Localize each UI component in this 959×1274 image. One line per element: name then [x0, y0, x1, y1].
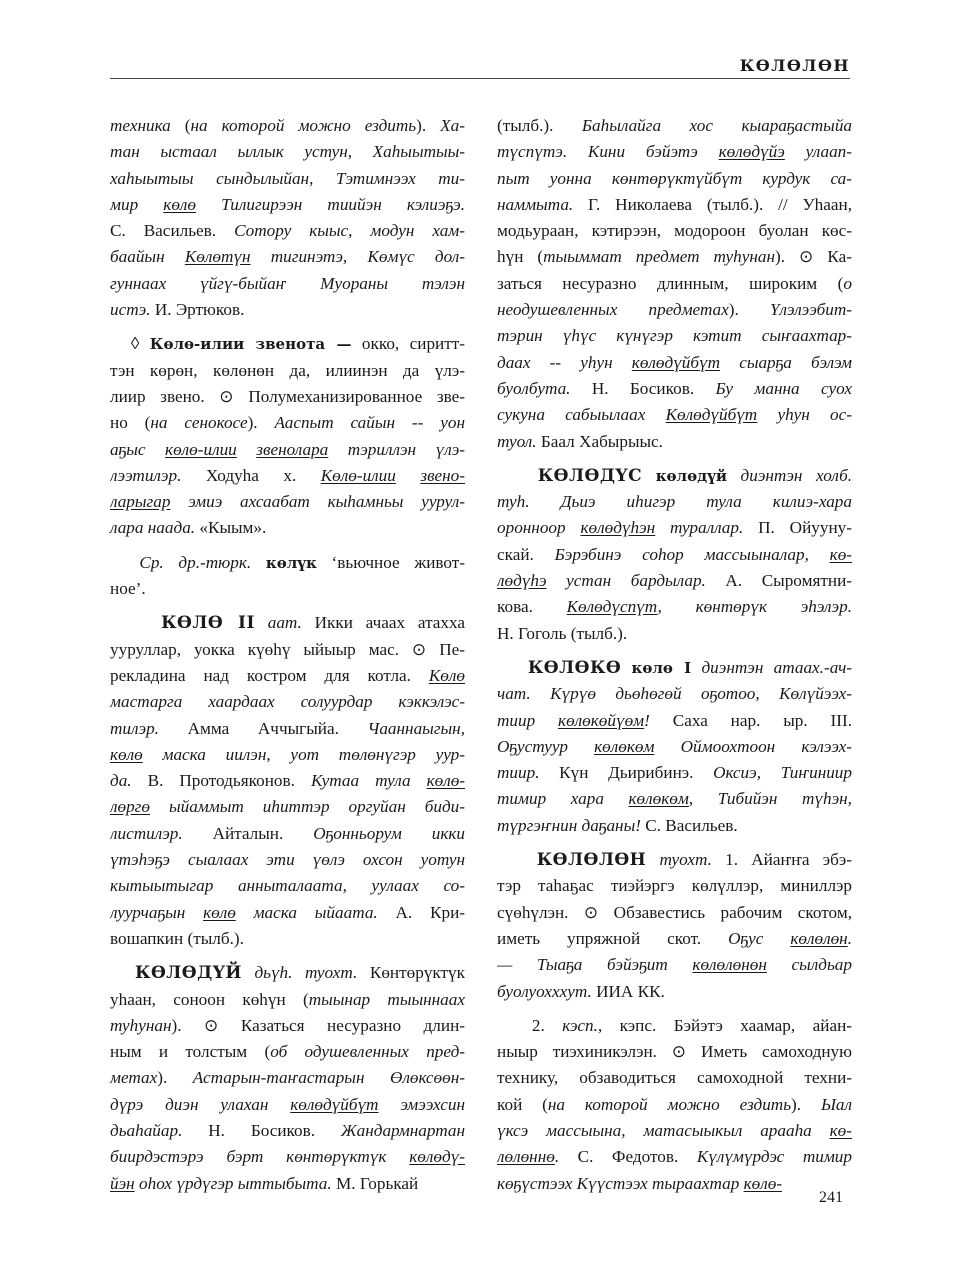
text-line: тан ыстаал ыллык устун, Хаһыытыы-	[110, 142, 465, 162]
text-line: лээтилэр. Ходуһа х. Көлө-илии звено-	[110, 465, 465, 485]
text-line: 2. кэсп., кэпс. Бэйэтэ хаамар, айан-	[497, 1015, 852, 1035]
text-line: С. Васильев. Сотору кыыс, модун хам-	[110, 221, 465, 241]
running-head	[110, 56, 850, 79]
text-line: наммыта. Г. Николаева (тылб.). // Уһаан,	[497, 194, 852, 214]
text-line: — Тыаҕа бэйэҕит көлөлөнөн сылдьар	[497, 955, 852, 975]
entry-gap	[110, 323, 465, 331]
text-line: лөдүһэ устан бардылар. А. Сыромятни-	[497, 571, 852, 591]
text-line: лөлөннө. С. Федотов. Күлүмүрдэс тимир	[497, 1147, 852, 1167]
text-line: кытыытыгар анныталаата, уулаах со-	[110, 876, 465, 896]
text-line: заться несуразно длинным, широким (о	[497, 273, 852, 293]
text-line: КӨЛӨДҮЙ дьүһ. туохт. Көнтөрүктүк	[135, 963, 465, 984]
left-column	[110, 113, 465, 1197]
text-line: үксэ массыына, матасыыкыл арааһа кө-	[497, 1120, 852, 1140]
text-line: вошапкин (тылб.).	[110, 928, 244, 948]
text-line: модьураан, кэтирээн, модороон буолан көс-	[497, 221, 852, 241]
text-line: лөргө ыйаммыт иһиттэр оргуйан биди-	[110, 797, 465, 817]
text-line: тилэр. Амма Аччыгыйа. Чааннаыгын,	[110, 718, 465, 738]
text-line: ное’.	[110, 579, 146, 599]
text-line: һүн (тыыммат предмет туһунан). ⊙ Ка-	[497, 247, 852, 267]
text-line: ◊ Көлө-илии звенота — окко, сиритт-	[110, 334, 465, 354]
text-line: Н. Гоголь (тылб.).	[497, 623, 628, 643]
text-line: сукуна сабыылаах Көлөдүйбүт уһун ос-	[497, 405, 852, 425]
text-line: пыт уонна көнтөрүктүйбүт курдук са-	[497, 168, 852, 188]
text-line: техника (на которой можно ездить). Ха-	[110, 116, 465, 135]
text-line: көлө маска иилэн, уот төлөнүгэр уур-	[110, 744, 465, 764]
text-line: чат. Күрүө дьөһөгөй оҕотоо, Көлүйээх-	[497, 684, 852, 704]
text-line: ууруллар, уокка күөһү ыйыыр мас. ⊙ Пе-	[110, 639, 465, 659]
text-line: (тылб.). Баһылайга хос кыараҕастыйа	[497, 116, 852, 135]
text-line: дүрэ диэн улахан көлөдүйбүт эмээхсин	[110, 1094, 465, 1114]
text-line: лиир звено. ⊙ Полумеханизированное зве-	[110, 386, 465, 406]
text-line: оронноор көлөдүһэн тураллар. П. Ойууну-	[497, 518, 852, 538]
text-line: кова. Көлөдүспүт, көнтөрүк эһэлэр.	[497, 597, 852, 617]
entry-gap	[110, 542, 465, 550]
text-line: но (на сенокосе). Ааспыт сайын -- уон	[110, 413, 465, 433]
entry-gap	[110, 602, 465, 610]
entry-gap	[497, 839, 852, 847]
text-line: ларыгар эмиэ ахсаабат кыһамньы уурул-	[110, 492, 465, 512]
text-line: технику, обзаводиться самоходной техни-	[497, 1068, 852, 1088]
text-line: мир көлө Тилигирээн тиийэн кэлиэҕэ.	[110, 194, 465, 214]
text-line: тиир. Күн Дьирибинэ. Оксиэ, Тиҥиниир	[497, 763, 852, 783]
text-line: дьаһайар. Н. Босиков. Жандармнартан	[110, 1120, 465, 1140]
text-line: сүөһүлэн. ⊙ Обзавестись рабочим скотом,	[497, 902, 852, 922]
text-line: КӨЛӨ II аат. Икки ачаах атахха	[161, 613, 465, 634]
text-line: мастарга хаардаах солуурдар кэккэлэс-	[110, 692, 465, 712]
text-line: хаһыытыы сындылыйан, Тэтимнээх ти-	[110, 168, 465, 188]
text-line: тэрин үһүс күнүгэр кэтит сыҥаахтар-	[497, 326, 852, 346]
right-column	[497, 113, 852, 1197]
text-line: неодушевленных предметах). Үлэлээбит-	[497, 300, 852, 320]
text-line: лара наада. «Кыым».	[110, 518, 267, 538]
page-number: 241	[819, 1189, 843, 1206]
text-line: истэ. И. Эртюков.	[110, 300, 245, 320]
text-line: тиир көлөкөйүөм! Саха нар. ыр. III.	[497, 710, 852, 730]
text-line: метах). Астарын-таҥастарын Өлөксөөн-	[110, 1068, 465, 1088]
text-line: ныыр тиэхиникэлэн. ⊙ Иметь самоходную	[497, 1042, 852, 1062]
text-line: туһ. Дьиэ иһигэр тула килиэ-хара	[497, 492, 852, 512]
text-line: кой (на которой можно ездить). Ыал	[497, 1094, 852, 1114]
text-line: тэн көрөн, көлөнөн да, илиинэн да үлэ-	[110, 360, 465, 380]
text-line: Ср. др.-тюрк. көлүк ‘вьючное живот-	[139, 552, 465, 572]
text-line: түспүтэ. Кини бэйэтэ көлөдүйэ улаап-	[497, 142, 852, 162]
text-line: тэр таһаҕас тиэйэргэ көлүллэр, миниллэр	[497, 876, 852, 896]
text-line: көҕүстээх Күүстээх тыраахтар көлө-	[497, 1173, 783, 1193]
text-line: даах -- уһун көлөдүйбүт сыарҕа бэлэм	[497, 352, 852, 372]
text-line: рекладина над костром для котла. Көлө	[110, 665, 465, 685]
entry-gap	[497, 455, 852, 463]
text-line: иметь упряжной скот. Оҕус көлөлөн.	[497, 928, 852, 948]
text-line: туол. Баал Хабырыыс.	[497, 431, 663, 451]
entry-gap	[497, 647, 852, 655]
text-line: луурчаҕын көлө маска ыйаата. А. Кри-	[110, 902, 465, 922]
text-line: түргэҥнин даҕаны! С. Васильев.	[497, 815, 738, 835]
running-head-title: КӨЛӨЛӨН	[739, 56, 850, 75]
text-line: КӨЛӨКӨ көлө I диэнтэн атаах.-ач-	[527, 657, 852, 678]
text-line: уһаан, соноон көһүн (тыынар тыыннаах	[110, 989, 465, 1009]
entry-gap	[497, 1005, 852, 1013]
text-line: гуннаах үйгү-быйаҥ Муораны тэлэн	[110, 273, 465, 293]
text-line: тимир хара көлөкөм, Тибийэн түһэн,	[497, 789, 852, 809]
text-line: йэн оһох үрдүгэр ыттыбыта. М. Горькай	[110, 1173, 419, 1193]
text-line: КӨЛӨДҮС көлөдүй диэнтэн холб.	[537, 465, 852, 486]
text-line: аҕыс көлө-илии звенолара тэриллэн үлэ-	[110, 439, 465, 459]
text-line: үтэһэҕэ сыалаах эти үөлэ охсон уотун	[110, 850, 465, 870]
text-line: листилэр. Айталын. Оҕонньорум икки	[110, 823, 465, 843]
text-line: Оҕустуур көлөкөм Оймоохтоон кэлээх-	[497, 736, 852, 756]
text-line: да. В. Протодьяконов. Кутаа тула көлө-	[110, 771, 465, 791]
text-line: биирдэстэрэ бэрт көнтөрүктүк көлөдү-	[110, 1147, 465, 1167]
text-line: ным и толстым (об одушевленных пред-	[110, 1042, 465, 1062]
entry-gap	[110, 952, 465, 960]
text-line: туһунан). ⊙ Казаться несуразно длин-	[110, 1015, 465, 1035]
text-line: КӨЛӨЛӨН туохт. 1. Айаҥҥа эбэ-	[536, 850, 852, 871]
text-line: буолуохххут. ИИА КК.	[497, 981, 665, 1001]
text-line: буолбута. Н. Босиков. Бу манна суох	[497, 378, 852, 398]
text-line: скай. Бэрэбинэ соһор массыыналар, кө-	[497, 544, 852, 564]
text-line: баайын Көлөтүн тигинэтэ, Көмүс дол-	[110, 247, 465, 267]
